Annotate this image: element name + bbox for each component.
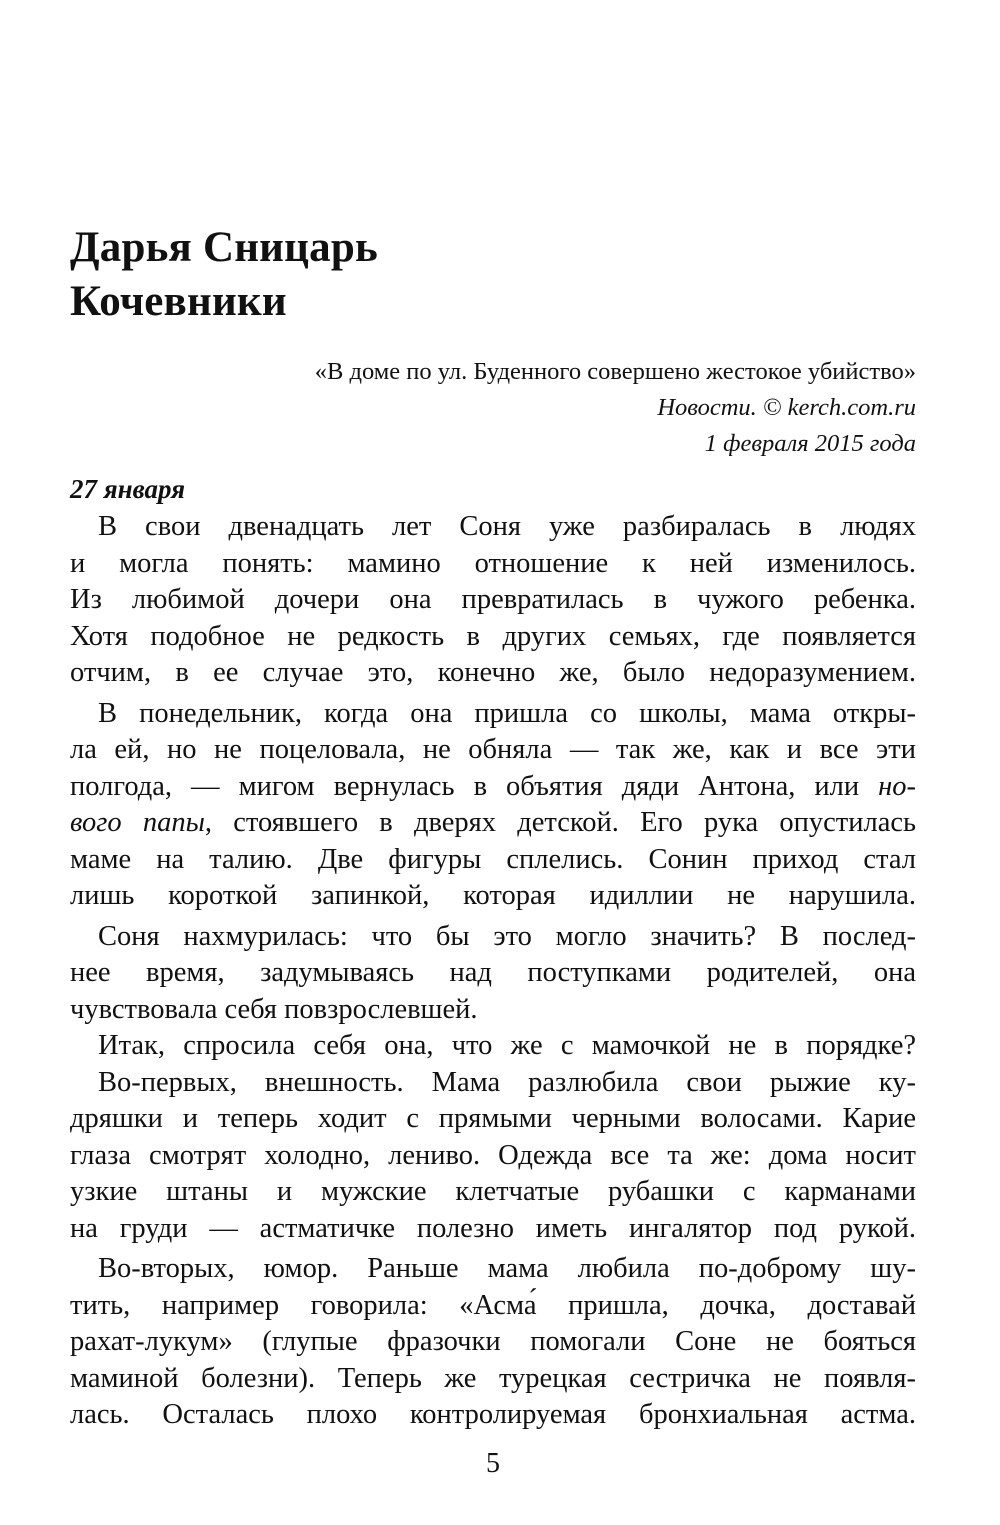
text-line: Во-вторых, юмор. Раньше мама любила по-доброму шу- — [98, 1253, 916, 1284]
text-line: лась. Осталась плохо контролируемая бронхиальная астма. — [70, 1399, 916, 1430]
text-line — [70, 769, 916, 806]
body-text — [70, 509, 916, 1434]
epigraph-source: Новости. © kerch.com.ru — [657, 394, 916, 421]
text-line: дряшки и теперь ходит с прямыми черными волосами. Карие — [70, 1103, 916, 1134]
text-segment: , стоявшего в дверях детской. Его рука опустилась — [204, 807, 916, 838]
text-line: глаза смотрят холодно, лениво. Одежда все та же: дома носит — [70, 1139, 916, 1171]
text-segment: полгода, — мигом вернулась в объятия дяди Антона, или — [70, 770, 879, 802]
text-line: В свои двенадцать лет Соня уже разбиралась в людях — [98, 511, 916, 542]
italic-segment: вого папы — [70, 807, 205, 838]
text-line: лишь короткой запинкой, которая идиллии не нарушила. — [70, 880, 916, 911]
italic-segment: но- — [878, 770, 916, 802]
text-line: маме на талию. Две фигуры сплелись. Сонин приход стал — [70, 843, 916, 875]
text-line: отчим, в ее случае это, конечно же, было недоразумением. — [70, 657, 916, 688]
epigraph-date: 1 февраля 2015 года — [704, 430, 916, 457]
text-line: и могла понять: мамино отношение к ней изменилось. — [70, 547, 916, 579]
text-line: маминой болезни). Теперь же турецкая сестричка не появля- — [70, 1362, 916, 1394]
text-line: Соня нахмурилась: что бы это могло значить? В послед- — [98, 920, 916, 952]
text-line: В понедельник, когда она пришла со школы, мама откры- — [98, 697, 916, 729]
text-line: нее время, задумываясь над поступками родителей, она — [70, 957, 916, 988]
section-date-heading: 27 января — [70, 474, 186, 504]
text-line: тить, например говорила: «Асма́ пришла, дочка, доставай — [70, 1289, 916, 1321]
text-line: Из любимой дочери она превратилась в чужого ребенка. — [70, 584, 916, 615]
text-line: Во-первых, внешность. Мама разлюбила свои рыжие ку- — [98, 1066, 916, 1098]
text-line: на груди — астматичке полезно иметь ингалятор под рукой. — [70, 1212, 916, 1244]
text-line: Итак, спросила себя она, что же с мамочкой не в порядке? — [98, 1030, 916, 1061]
text-line: Хотя подобное не редкость в других семьях, где появляется — [70, 620, 916, 652]
text-line: ла ей, но не поцеловала, не обняла — так же, как и все эти — [70, 734, 916, 765]
text-line: узкие штаны и мужские клетчатые рубашки с карманами — [70, 1176, 916, 1207]
story-title: Кочевники — [70, 278, 287, 325]
page-number: 5 — [486, 1448, 500, 1479]
epigraph-quote: «В доме по ул. Буденного совершено жестокое убийство» — [314, 358, 916, 385]
text-line: чувствовала себя повзрослевшей. — [70, 993, 478, 1025]
text-line — [70, 805, 916, 842]
epigraph — [70, 354, 916, 462]
author-name: Дарья Сницарь — [70, 224, 378, 271]
text-line: рахат-лукум» (глупые фразочки помогали Соне не бояться — [70, 1326, 916, 1357]
book-page — [70, 0, 916, 1525]
